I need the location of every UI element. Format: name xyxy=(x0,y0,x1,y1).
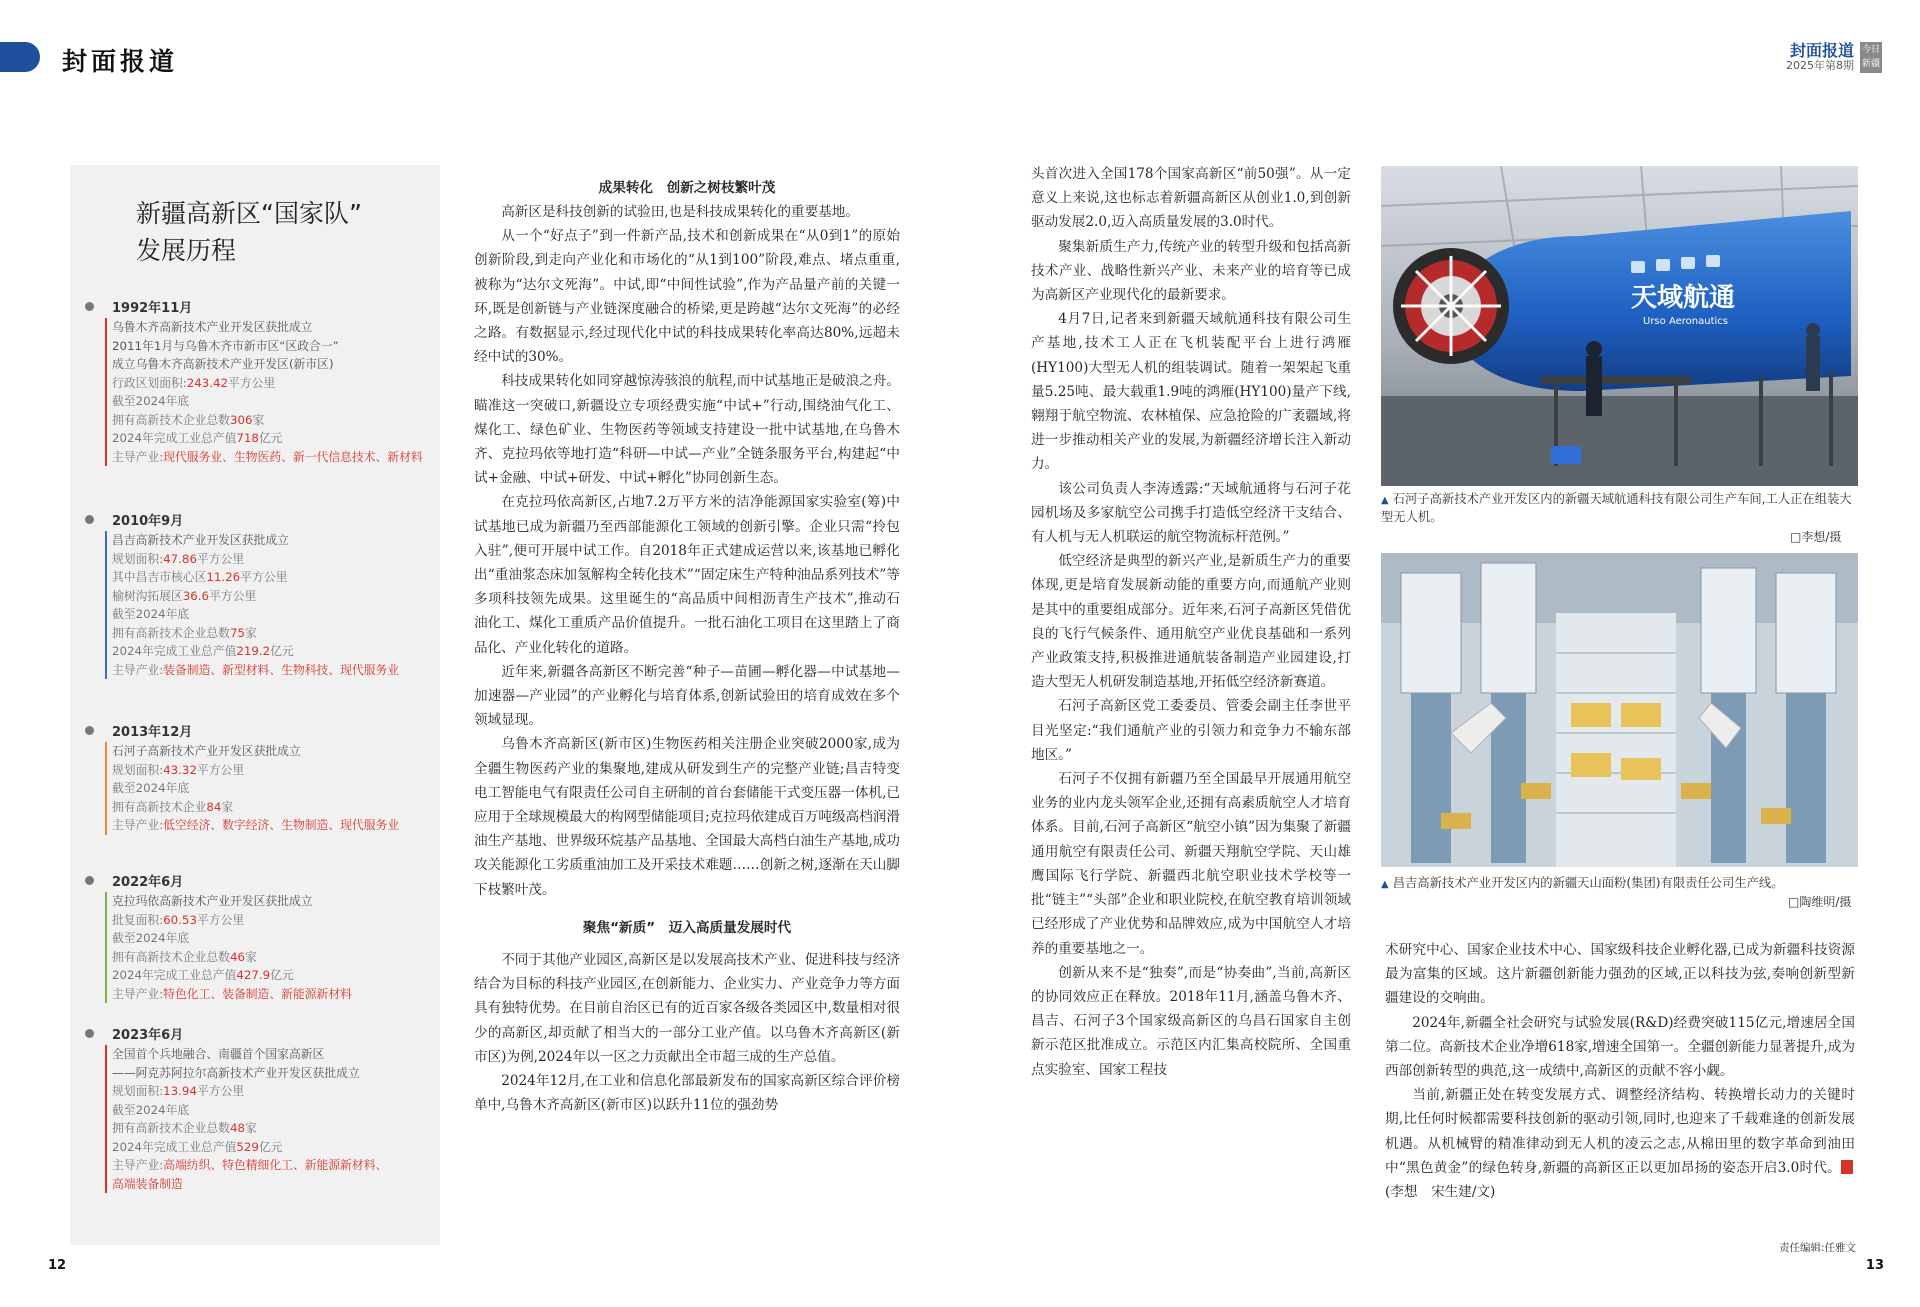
value: 高端纺织、特色精细化工、新能源新材料、 xyxy=(163,1158,388,1172)
unit: 家 xyxy=(252,412,265,427)
timeline-sidebar xyxy=(70,165,440,1245)
photo-drone-assembly xyxy=(1381,166,1858,486)
timeline-line xyxy=(112,761,399,780)
timeline-details xyxy=(105,318,423,466)
timeline-line: 昌吉高新技术产业开发区获批成立 xyxy=(112,533,289,547)
paragraph: 4月7日,记者来到新疆天域航通科技有限公司生产基地,技术工人正在飞机装配平台上进行鸿雁(HY100)大型无人机的组装调试。随着一架架起飞重量5.25吨、最大载重1.9吨的鸿雁(HY100)量产下线,翱翔于航空物流、农林植保、应急抢险的广袤疆域,将进一步推动相关产业的发展,为新疆经济增长注入新动力。 xyxy=(1031,311,1351,473)
label: 主导产业: xyxy=(112,449,164,464)
unit: 平方公里 xyxy=(196,762,245,777)
sidebar-title-line1: 新疆高新区“国家队” xyxy=(136,199,362,228)
timeline-entry-2023 xyxy=(84,1024,387,1193)
page-number-left: 12 xyxy=(48,1258,67,1273)
caption-triangle-icon: ▲ xyxy=(1381,495,1389,506)
paragraph: 不同于其他产业园区,高新区是以发展高技术产业、促进科技与经济结合为目标的科技产业园区,在创新能力、企业实力、产业竞争力等方面具有独特优势。在目前自治区已有的近百家各级各类园区中,数量相对很少的高新区,却贡献了相当大的一部分工业产值。以乌鲁木齐高新区(新市区)为例,2024年以一区之力贡献出全市超三成的生产总值。 xyxy=(474,951,900,1065)
unit: 平方公里 xyxy=(196,912,245,927)
end-mark-icon xyxy=(1841,1160,1853,1174)
article-column-1 xyxy=(474,176,900,1117)
timeline-entry-2022 xyxy=(84,871,352,1003)
masthead-text xyxy=(1786,43,1854,71)
timeline-line xyxy=(112,568,399,587)
timeline-details xyxy=(105,531,399,679)
unit: 家 xyxy=(245,625,257,640)
value: 75 xyxy=(229,625,245,640)
paragraph: 2024年,新疆全社会研究与试验发展(R&D)经费突破115亿元,增速居全国第二位。高新技术企业净增618家,增速全国第一。全疆创新能力显著提升,成为西部创新转型的典范,这一成绩中,高新区的贡献不容小觑。 xyxy=(1385,1014,1855,1080)
timeline-entry-1992 xyxy=(84,297,423,466)
unit: 亿元 xyxy=(258,431,283,445)
value: 84 xyxy=(206,799,222,814)
value: 427.9 xyxy=(236,968,271,982)
unit: 亿元 xyxy=(258,1139,283,1154)
timeline-dot xyxy=(85,726,94,735)
timeline-date: 2022年6月 xyxy=(112,875,184,890)
timeline-line xyxy=(112,816,399,835)
masthead xyxy=(1786,42,1882,73)
value: 装备制造、新型材料、生物科技、现代服务业 xyxy=(163,662,400,677)
unit: 平方公里 xyxy=(240,570,288,584)
timeline-line xyxy=(112,948,352,967)
value: 现代服务业、生物医药、新一代信息技术、新材料 xyxy=(163,449,423,464)
section-title: 封面报道 xyxy=(62,47,179,76)
masthead-issue: 2025年第8期 xyxy=(1786,59,1854,73)
paragraph: 头首次进入全国178个国家高新区“前50强”。从一定意义上来说,这也标志着新疆高新区从创业1.0,到创新驱动发展2.0,迈入高质量发展的3.0时代。 xyxy=(1031,166,1351,231)
paragraph: 术研究中心、国家企业技术中心、国家级科技企业孵化器,已成为新疆科技资源最为富集的区域。这片新疆创新能力强劲的区域,正以科技为弦,奏响创新型新疆建设的交响曲。 xyxy=(1385,942,1855,1007)
label: 规划面积: xyxy=(112,551,164,566)
paragraph: 聚集新质生产力,传统产业的转型升级和包括高新技术产业、战略性新兴产业、未来产业的培育等已成为高新区产业现代化的最新要求。 xyxy=(1031,238,1351,304)
label: 拥有高新技术企业总数 xyxy=(112,625,230,640)
unit: 家 xyxy=(221,799,234,814)
timeline-date: 2010年9月 xyxy=(112,514,184,529)
label: 拥有高新技术企业总数 xyxy=(112,949,230,964)
label: 批复面积: xyxy=(112,912,164,927)
timeline-line xyxy=(112,798,399,817)
label: 主导产业: xyxy=(112,986,164,1001)
sidebar-title-line2: 发展历程 xyxy=(136,236,237,265)
plane-livery-subtext: Urso Aeronautics xyxy=(1643,316,1728,327)
paragraph: 乌鲁木齐高新区(新市区)生物医药相关注册企业突破2000家,成为全疆生物医药产业的集聚地,建成从研发到生产的完整产业链;昌吉特变电工智能电气有限责任公司自主研制的首台套储能干式变压器一体机,已应用于全球规模最大的构网型储能项目;克拉玛依建成百万吨级高档润滑油生产基地、世界级环烷基产品基地、全国最大高档白油生产基地,成功攻关能源化工劣质重油加工及开采技术难题……创新之树,逐渐在天山脚下枝繁叶茂。 xyxy=(474,736,900,898)
unit: 家 xyxy=(245,949,257,964)
label: 拥有高新技术企业总数 xyxy=(112,412,230,427)
timeline-line xyxy=(112,1082,387,1101)
responsible-editor: 责任编辑:任雅文 xyxy=(1778,1242,1856,1254)
timeline-date: 1992年11月 xyxy=(112,301,193,316)
paragraph: 高新区是科技创新的试验田,也是科技成果转化的重要基地。 xyxy=(501,204,859,220)
value: 306 xyxy=(229,412,253,427)
photo-caption-2 xyxy=(1381,875,1858,893)
unit: 平方公里 xyxy=(196,1084,245,1098)
masthead-badge: 今日新疆 xyxy=(1860,42,1882,73)
timeline-date: 2023年6月 xyxy=(112,1028,184,1043)
timeline-line xyxy=(112,911,352,930)
timeline-line xyxy=(112,661,399,680)
value: 529 xyxy=(236,1139,259,1154)
value: 718 xyxy=(236,431,259,445)
unit: 家 xyxy=(245,1121,257,1135)
timeline-line xyxy=(112,966,352,985)
value: 13.94 xyxy=(163,1084,197,1098)
timeline-line xyxy=(112,1138,387,1157)
label: 拥有高新技术企业 xyxy=(112,799,207,814)
drone-assembly-illustration xyxy=(1381,166,1858,486)
timeline-entry-2010 xyxy=(84,510,399,679)
label: 行政区划面积: xyxy=(112,375,187,390)
plane-livery-text: 天域航通 xyxy=(1631,283,1736,313)
timeline-line xyxy=(112,642,399,661)
paragraph: 在克拉玛依高新区,占地7.2万平方米的洁净能源国家实验室(筹)中试基地已成为新疆乃至西部能源化工领域的创新引擎。企业只需“拎包入驻”,便可开展中试工作。自2018年正式建成运营以来,该基地已孵化出“重油浆态床加氢解构全转化技术”“固定床生产特种油品系列技术”等多项科技领先成果。这里诞生的“高品质中间相沥青生产技术”,推动石油化工、煤化工重质产品价值提升。一批石油化工项目在这里踏上了商品化、产业化转化的道路。 xyxy=(474,494,900,656)
masthead-brand: 封面报道 xyxy=(1789,41,1854,61)
timeline-line: 乌鲁木齐高新技术产业开发区获批成立 xyxy=(112,320,313,334)
value: 36.6 xyxy=(182,588,210,603)
unit: 平方公里 xyxy=(196,551,245,566)
label: 规划面积: xyxy=(112,1084,164,1098)
label: 规划面积: xyxy=(112,762,164,777)
paragraph: 创新从来不是“独奏”,而是“协奏曲”,当前,高新区的协同效应正在释放。2018年11月,涵盖乌鲁木齐、昌吉、石河子3个国家级高新区的乌昌石国家自主创新示范区批准成立。示范区内汇集高校院所、全国重点实验室、国家工程技 xyxy=(1031,964,1351,1078)
timeline-line: 全国首个兵地融合、南疆首个国家高新区 xyxy=(112,1047,325,1061)
section-tab-marker xyxy=(0,42,40,72)
unit: 亿元 xyxy=(270,968,294,982)
paragraph: 近年来,新疆各高新区不断完善“种子—苗圃—孵化器—中试基地—加速器—产业园”的产业孵化与培育体系,创新试验田的培育成效在多个领域显现。 xyxy=(474,663,900,729)
timeline-dot xyxy=(85,876,94,885)
label: 主导产业: xyxy=(112,818,164,832)
value: 47.86 xyxy=(163,551,197,566)
timeline-line xyxy=(112,550,399,569)
photo-credit-1: □李想/摄 xyxy=(1790,530,1842,544)
paragraph-text: 当前,新疆正处在转变发展方式、调整经济结构、转换增长动力的关键时期,比任何时候都需要科技创新的驱动引领,同时,也迎来了千载难逢的创新发展机遇。从机械臂的精准律动到无人机的凌云之志,从棉田里的数字革命到油田中“黑色黄金”的绿色转身,新疆的高新区正以更加昂扬的姿态开启3.0时代。 xyxy=(1385,1087,1855,1176)
paragraph: 从一个“好点子”到一件新产品,技术和创新成果在“从0到1”的原始创新阶段,到走向产业化和市场化的“从1到100”阶段,难点、堵点重重,被称为“达尔文死海”。中试,即“中间性试验”,作为产品量产前的关键一环,既是创新链与产业链深度融合的桥梁,更是跨越“达尔文死海”的必经之路。有数据显示,经过现代化中试的科技成果转化率高达80%,远超未经中试的30%。 xyxy=(474,228,900,366)
timeline-line: 克拉玛依高新技术产业开发区获批成立 xyxy=(112,894,313,908)
value: 11.26 xyxy=(206,570,241,584)
timeline-line: 截至2024年底 xyxy=(112,1102,190,1117)
article-column-3 xyxy=(1385,938,1855,1204)
timeline-dot xyxy=(85,1029,94,1038)
timeline-line: 石河子高新技术产业开发区获批成立 xyxy=(112,744,301,758)
timeline-line xyxy=(112,587,399,606)
timeline-line: 截至2024年底 xyxy=(112,781,190,795)
label: 2024年完成工业总产值 xyxy=(112,968,237,982)
timeline-line xyxy=(112,985,352,1004)
paragraph xyxy=(1385,1083,1855,1204)
timeline-line: 截至2024年底 xyxy=(112,607,190,621)
paragraph: 低空经济是典型的新兴产业,是新质生产力的重要体现,更是培育发展新动能的重要方向,而通航产业则是其中的重要组成部分。近年来,石河子高新区凭借优良的飞行气候条件、通用航空产业优良基础和一系列产业政策支持,积极推进通航装备制造产业园建设,打造大型无人机研发制造基地,开拓低空经济新赛道。 xyxy=(1031,553,1351,691)
label: 榆树沟拓展区 xyxy=(112,588,183,603)
timeline-line: ——阿克苏阿拉尔高新技术产业开发区获批成立 xyxy=(112,1065,360,1080)
caption-triangle-icon: ▲ xyxy=(1381,879,1389,890)
paragraph: 该公司负责人李涛透露:“天域航通将与石河子花园机场及多家航空公司携手打造低空经济干支结合、有人机与无人机联运的航空物流标杆范例。” xyxy=(1031,480,1351,546)
timeline-line xyxy=(112,411,423,430)
unit: 平方公里 xyxy=(209,588,257,603)
caption-text: 石河子高新技术产业开发区内的新疆天域航通科技有限公司生产车间,工人正在组装大型无人机。 xyxy=(1381,492,1852,524)
value: 243.42 xyxy=(186,375,229,390)
sidebar-title xyxy=(136,195,362,269)
value: 219.2 xyxy=(236,644,271,658)
value: 低空经济、数字经济、生物制造、现代服务业 xyxy=(163,818,400,832)
paragraph: 科技成果转化如同穿越惊涛骇浪的航程,而中试基地正是破浪之舟。瞄准这一突破口,新疆设立专项经费实施“中试+”行动,围绕油气化工、煤化工、绿色矿业、生物医药等领域支持建设一批中试基地,在乌鲁木齐、克拉玛依等地打造“科研—中试—产业”全链条服务平台,构建起“中试+金融、中试+研发、中试+孵化”协同创新生态。 xyxy=(474,373,900,487)
value: 60.53 xyxy=(163,912,197,927)
timeline-line: 2011年1月与乌鲁木齐市新市区“区政合一” xyxy=(112,338,339,353)
timeline-line: 截至2024年底 xyxy=(112,394,190,408)
value: 特色化工、装备制造、新能源新材料 xyxy=(163,986,352,1001)
label: 主导产业: xyxy=(112,662,164,677)
timeline-line xyxy=(112,1119,387,1138)
paragraph: 2024年12月,在工业和信息化部最新发布的国家高新区综合评价榜单中,乌鲁木齐高新区(新市区)以跃升11位的强劲势 xyxy=(474,1072,900,1114)
value: 48 xyxy=(229,1121,245,1135)
value: 高端装备制造 xyxy=(112,1176,183,1191)
label: 2024年完成工业总产值 xyxy=(112,1139,237,1154)
label: 其中昌吉市核心区 xyxy=(112,570,207,584)
paragraph: 石河子高新区党工委委员、管委会副主任李世平目光坚定:“我们通航产业的引领力和竞争力不输东部地区。” xyxy=(1031,698,1351,763)
label: 2024年完成工业总产值 xyxy=(112,644,237,658)
timeline-line xyxy=(112,429,423,448)
production-line-illustration xyxy=(1381,553,1858,867)
timeline-line xyxy=(112,448,423,467)
caption-text: 昌吉高新技术产业开发区内的新疆天山面粉(集团)有限责任公司生产线。 xyxy=(1392,876,1784,890)
photo-credit-2: □陶维明/摄 xyxy=(1788,895,1852,909)
page-number-right: 13 xyxy=(1865,1258,1884,1273)
photo-caption-1 xyxy=(1381,491,1858,526)
value: 43.32 xyxy=(163,762,197,777)
timeline-line xyxy=(112,1156,387,1175)
label: 2024年完成工业总产值 xyxy=(112,431,237,445)
timeline-details xyxy=(105,892,352,1003)
label: 拥有高新技术企业总数 xyxy=(112,1121,230,1135)
timeline-line: 成立乌鲁木齐高新技术产业开发区(新市区) xyxy=(112,357,334,371)
section-heading: 成果转化 创新之树枝繁叶茂 xyxy=(598,180,776,196)
value: 46 xyxy=(229,949,245,964)
unit: 亿元 xyxy=(270,644,294,658)
byline: (李想 宋生建/文) xyxy=(1385,1184,1496,1201)
photo-production-line xyxy=(1381,553,1858,867)
section-heading: 聚焦“新质” 迈入高质量发展时代 xyxy=(582,919,792,936)
timeline-line xyxy=(112,624,399,643)
timeline-dot xyxy=(85,302,94,311)
timeline-line: 截至2024年底 xyxy=(112,931,190,945)
timeline-line xyxy=(112,374,423,393)
timeline-details xyxy=(105,742,399,835)
timeline-entry-2013 xyxy=(84,721,399,835)
timeline-dot xyxy=(85,515,94,524)
timeline-details xyxy=(105,1045,387,1193)
timeline-date: 2013年12月 xyxy=(112,725,193,740)
label: 主导产业: xyxy=(112,1158,164,1172)
timeline-line xyxy=(112,1175,387,1194)
article-column-2 xyxy=(1031,162,1351,1082)
paragraph: 石河子不仅拥有新疆乃至全国最早开展通用航空业务的业内龙头领军企业,还拥有高素质航空人才培育体系。目前,石河子高新区“航空小镇”因为集聚了新疆通用航空有限责任公司、新疆天翔航空学院、天山雄鹰国际飞行学院、新疆西北航空职业技术学校等一批“链主”“头部”企业和职业院校,在航空教育培训领域已经形成了产业优势和品牌效应,成为中国航空人才培养的重要基地之一。 xyxy=(1031,771,1351,957)
unit: 平方公里 xyxy=(228,375,276,390)
